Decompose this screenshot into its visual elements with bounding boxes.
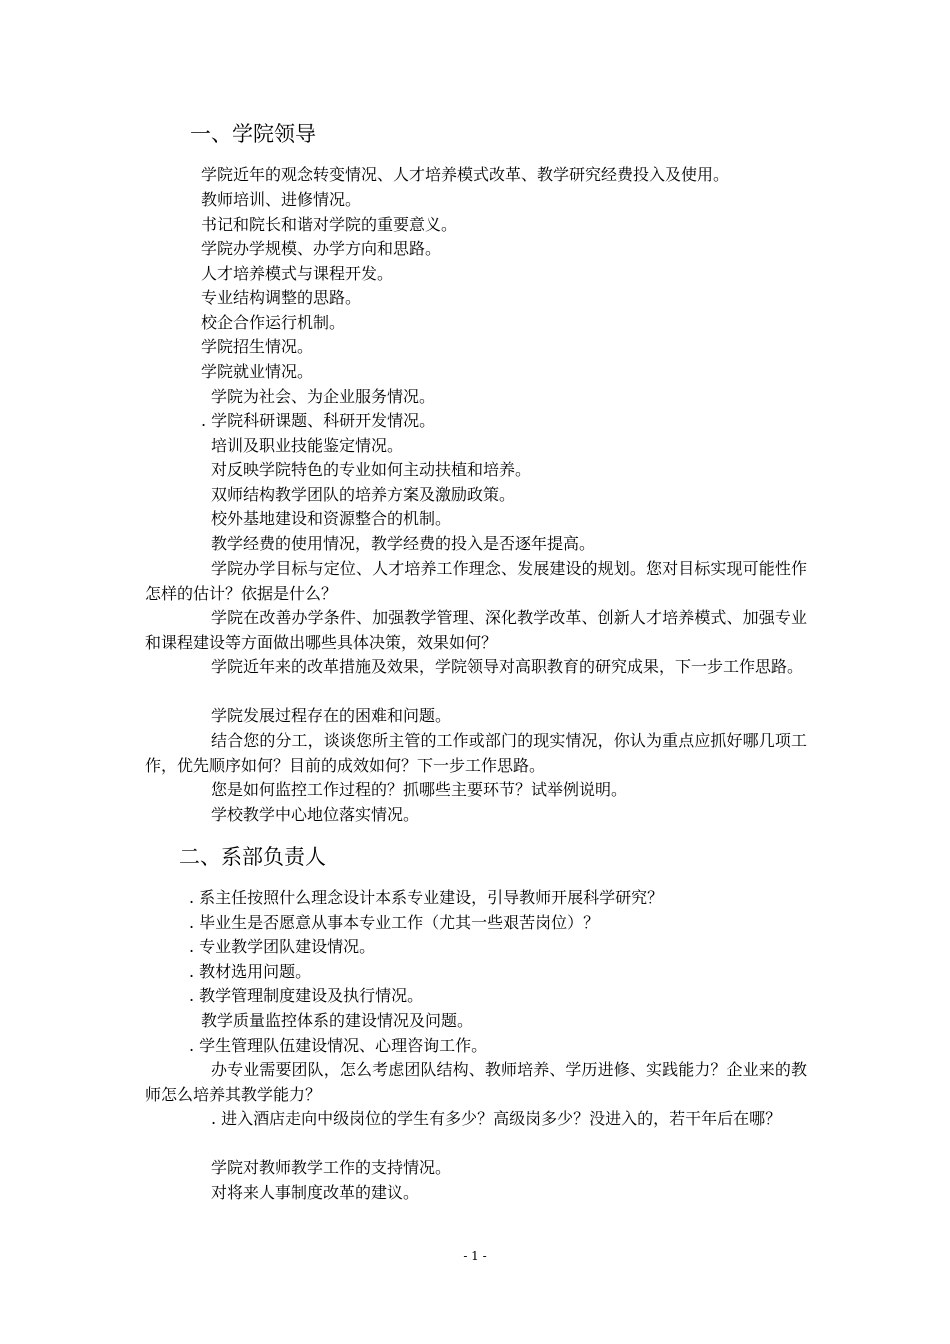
- paragraph: 学院在改善办学条件、加强教学管理、深化教学改革、创新人才培养模式、加强专业和课程建设等方面做出哪些具体决策，效果如何？: [145, 608, 807, 652]
- list-item: . 学生管理队伍建设情况、心理咨询工作。: [189, 1036, 488, 1055]
- list-item: 学院就业情况。: [201, 362, 314, 381]
- page-number: - 1 -: [463, 1249, 487, 1263]
- paragraph: 学院近年来的改革措施及效果，学院领导对高职教育的研究成果，下一步工作思路。: [211, 657, 804, 676]
- list-item: . 专业教学团队建设情况。: [189, 937, 376, 956]
- list-item: . 毕业生是否愿意从事本专业工作（尤其一些艰苦岗位）？: [189, 913, 600, 932]
- list-item: 教学经费的使用情况，教学经费的投入是否逐年提高。: [211, 534, 596, 553]
- list-item: . 系主任按照什么理念设计本系专业建设，引导教师开展科学研究？: [189, 888, 664, 907]
- paragraph: 学院对教师教学工作的支持情况。: [211, 1158, 452, 1177]
- paragraph: 学院办学目标与定位、人才培养工作理念、发展建设的规划。您对目标实现可能性作怎样的估计？依据是什么？: [145, 559, 807, 603]
- list-item: . 学院科研课题、科研开发情况。: [201, 411, 436, 430]
- paragraph: 学校教学中心地位落实情况。: [211, 805, 420, 824]
- list-item: 学院招生情况。: [201, 337, 314, 356]
- paragraph: 办专业需要团队，怎么考虑团队结构、教师培养、学历进修、实践能力？企业来的教师怎么培养其教学能力？: [145, 1060, 807, 1104]
- paragraph: . 进入酒店走向中级岗位的学生有多少？高级岗多少？没进入的，若干年后在哪？: [211, 1109, 782, 1128]
- list-item: 培训及职业技能鉴定情况。: [211, 436, 404, 455]
- list-item: 双师结构教学团队的培养方案及激励政策。: [211, 485, 516, 504]
- list-item: 人才培养模式与课程开发。: [201, 264, 394, 283]
- paragraph: 结合您的分工，谈谈您所主管的工作或部门的现实情况，你认为重点应抓好哪几项工作，优先顺序如何？目前的成效如何？下一步工作思路。: [145, 731, 807, 775]
- list-item: 教学质量监控体系的建设情况及问题。: [201, 1011, 474, 1030]
- list-item: 教师培训、进修情况。: [201, 190, 362, 209]
- section-heading-college-leadership: 一、学院领导: [190, 122, 316, 146]
- list-item: 对反映学院特色的专业如何主动扶植和培养。: [211, 460, 532, 479]
- list-item: . 教学管理制度建设及执行情况。: [189, 986, 424, 1005]
- list-item: . 教材选用问题。: [189, 962, 312, 981]
- section-heading-department-heads: 二、系部负责人: [179, 845, 326, 869]
- list-item: 校企合作运行机制。: [201, 313, 346, 332]
- list-item: 校外基地建设和资源整合的机制。: [211, 509, 452, 528]
- list-item: 书记和院长和谐对学院的重要意义。: [201, 215, 458, 234]
- paragraph: 学院发展过程存在的困难和问题。: [211, 706, 452, 725]
- list-item: 学院为社会、为企业服务情况。: [211, 387, 436, 406]
- list-item: 专业结构调整的思路。: [201, 288, 362, 307]
- paragraph: 您是如何监控工作过程的？抓哪些主要环节？试举例说明。: [211, 780, 628, 799]
- list-item: 学院办学规模、办学方向和思路。: [201, 239, 442, 258]
- list-item: 学院近年的观念转变情况、人才培养模式改革、教学研究经费投入及使用。: [201, 165, 730, 184]
- paragraph: 对将来人事制度改革的建议。: [211, 1183, 420, 1202]
